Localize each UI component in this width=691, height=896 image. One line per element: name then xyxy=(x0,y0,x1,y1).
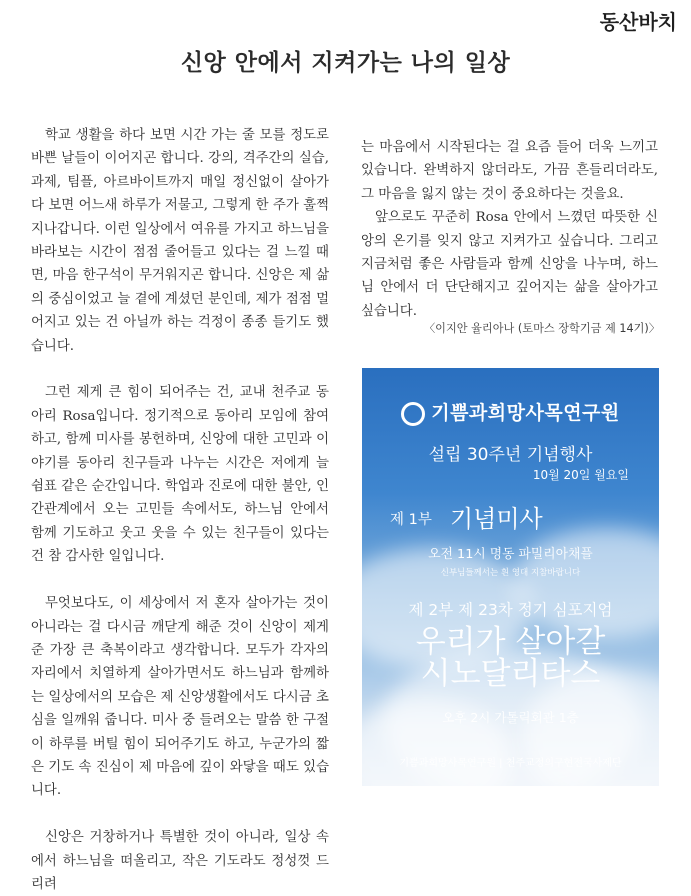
paragraph: 앞으로도 꾸준히 Rosa 안에서 느꼈던 따뜻한 신앙의 온기를 잊지 않고 지켜가고 싶습니다. 그리고 지금처럼 좋은 사람들과 함께 신앙을 나누며, 하느님 안에서 더 단단해지고 깊어지는 삶을 살아가고 싶습니다. xyxy=(361,210,658,319)
poster-part2-label: 제 2부 제 23차 정기 심포지엄 xyxy=(408,601,613,619)
paragraph: 무엇보다도, 이 세상에서 저 혼자 살아가는 것이 아니라는 걸 다시금 깨닫게 해준 것이 신앙이 제게 준 가장 큰 축복이라고 생각합니다. 모두가 각자의 자리에서 치열하게 살아가면서도 하느님과 함께하는 일상에서의 모습은 제 신앙생활에서도 다시금 초심을 일깨워 줍니다. 미사 중 들려오는 말씀 한 구절이 하루를 버틸 힘이 되어주기도 하고, 누군가의 짧은 기도 속 진심이 제 마음에 깊이 와닿을 때도 있습니다. xyxy=(31,596,329,799)
theme-line: 우리가 살아갈 xyxy=(415,624,606,660)
theme-line: 시노달리타스 xyxy=(420,656,601,692)
org-logo-icon xyxy=(401,402,425,426)
poster-part1-title: 기념미사 xyxy=(450,505,543,533)
poster-part1-location: 오전 11시 명동 파밀리아채플 xyxy=(428,547,593,562)
poster-footer: 기쁨과희망사목연구원 | 천주교정의구현전국사제단 xyxy=(399,758,622,769)
poster-theme xyxy=(362,626,659,690)
paragraph: 학교 생활을 하다 보면 시간 가는 줄 모를 정도로 바쁜 날들이 이어지곤 합니다. 강의, 격주간의 실습, 과제, 팀플, 아르바이트까지 매일 정신없이 살아가다 보면 어느새 하루가 저물고, 그렇게 한 주가 훌쩍 지나갑니다. 이런 일상에서 여유를 가지고 하느님을 바라보는 시간이 점점 줄어들고 있다는 걸 느낄 때면, 마음 한구석이 무거워지곤 합니다. 신앙은 제 삶의 중심이었고 늘 곁에 계셨던 분인데, 제가 점점 멀어지고 있는 건 아닐까 하는 걱정이 종종 들기도 했습니다. xyxy=(31,128,329,354)
article-title: 신앙 안에서 지켜가는 나의 일상 xyxy=(180,50,511,76)
author-credit: 〈이지안 율리아나 (토마스 장학기금 제 14기)〉 xyxy=(423,322,660,335)
poster-part2-location: 오후 2시 가톨릭회관 1층 xyxy=(442,710,579,725)
magazine-logo xyxy=(600,6,677,35)
right-column xyxy=(361,136,658,323)
org-label: 기쁨과희망사목연구원 xyxy=(431,402,620,424)
poster-org-name xyxy=(362,398,659,426)
event-poster xyxy=(362,368,659,786)
paragraph: 신앙은 거창하거나 특별한 것이 아니라, 일상 속에서 하느님을 떠올리고, 작은 기도라도 정성껏 드리려 xyxy=(31,830,329,892)
paragraph: 는 마음에서 시작된다는 걸 요즘 들어 더욱 느끼고 있습니다. 완벽하지 않더라도, 가끔 흔들리더라도, 그 마음을 잃지 않는 것이 중요하다는 것을요. xyxy=(361,140,658,202)
paragraph: 그런 제게 큰 힘이 되어주는 건, 교내 천주교 동아리 Rosa입니다. 정기적으로 동아리 모임에 참여하고, 함께 미사를 봉헌하며, 신앙에 대한 고민과 이야기를 동아리 친구들과 나누는 시간은 저에게 늘 쉼표 같은 순간입니다. 학업과 진로에 대한 불안, 인간관계에서 오는 고민들 속에서도, 하느님 안에서 함께 기도하고 웃고 웃을 수 있는 친구들이 있다는 건 참 감사한 일입니다. xyxy=(31,385,329,565)
poster-date: 10월 20일 월요일 xyxy=(532,468,629,482)
poster-part1-note: 신부님들께서는 흰 영대 지참바랍니다 xyxy=(440,568,581,578)
poster-part1-label: 제 1부 xyxy=(390,512,432,528)
poster-event-title: 설립 30주년 기념행사 xyxy=(428,445,593,465)
left-column xyxy=(31,124,329,896)
logo-text: 동산바치 xyxy=(599,10,677,34)
